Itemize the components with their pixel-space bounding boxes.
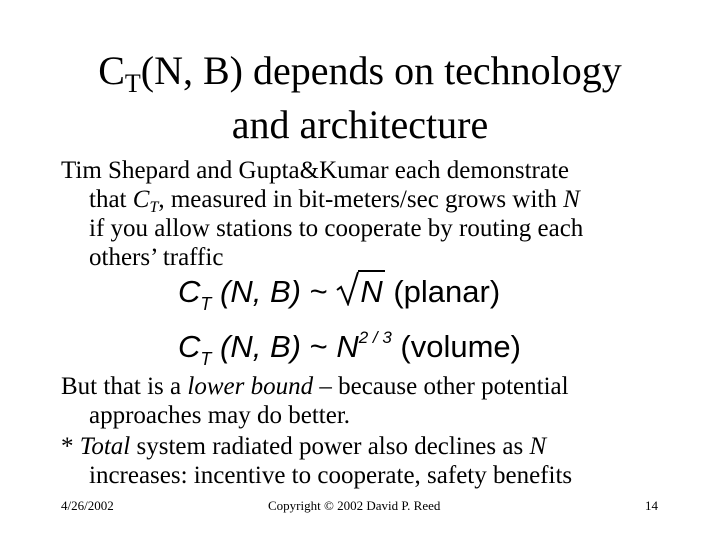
bullet1-line2: that $C_T$, measured in bit-meters/sec grows with N: [89, 186, 580, 216]
footer-page-number: 14: [645, 498, 658, 513]
bullet-lower-bound: [61, 372, 661, 430]
slide-title: [40, 44, 680, 152]
bullet2-line1: But that is a lower bound – because other potential: [61, 373, 569, 400]
slide-title-line1: $C_T(N$, B) depends on technology: [98, 48, 622, 98]
bullet1-line3: if you allow stations to cooperate by routing each: [89, 215, 584, 242]
square-root: N: [336, 270, 384, 312]
bullet3-line2: increases: incentive to cooperate, safety benefits: [89, 462, 573, 489]
bullet2-line2: approaches may do better.: [89, 402, 351, 429]
radical-sign-icon: [336, 266, 360, 306]
equation-planar: $C_T$ (N, B) ~ N (planar): [178, 270, 500, 312]
footer-date: 4/26/2002: [61, 498, 114, 513]
bullet3-line1: * Total system radiated power also declines as N: [61, 433, 547, 460]
bullet1-line1: Tim Shepard and Gupta&Kumar each demonstrate: [61, 157, 569, 184]
equation-volume: $C_T$ (N, B) ~ $N^{2 / 3}$ (volume): [178, 328, 522, 369]
slide-title-line2: and architecture: [231, 102, 489, 147]
bullet1-line4: others’ traffic: [89, 244, 224, 271]
bullet-total-power: [61, 432, 661, 490]
bullet-shepard-gupta: [61, 156, 661, 272]
footer-copyright: Copyright © 2002 David P. Reed: [268, 498, 441, 513]
